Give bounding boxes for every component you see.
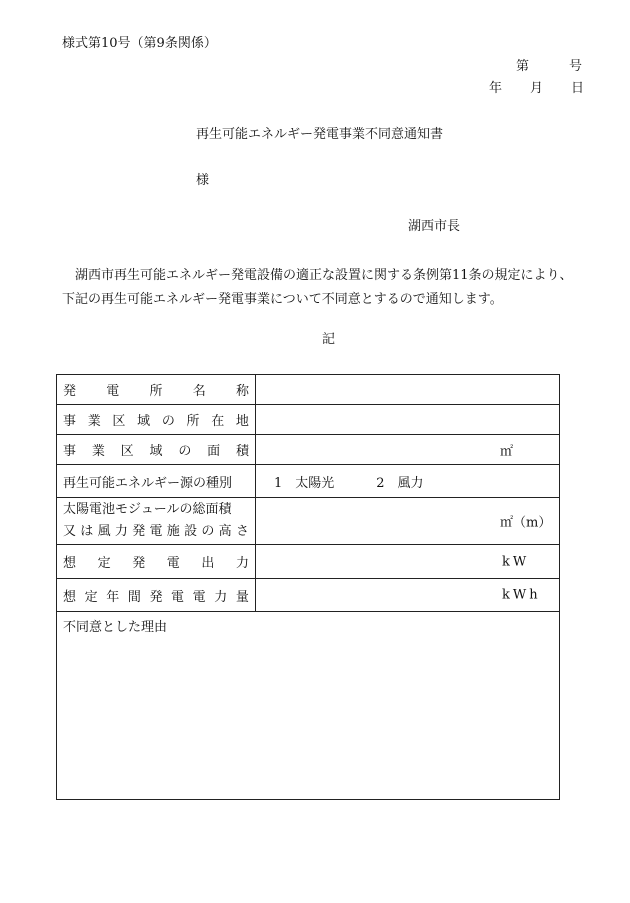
- output-unit: kW: [502, 554, 530, 569]
- table-row: [57, 612, 560, 800]
- module-area-unit: ㎡（m）: [500, 515, 552, 531]
- document-number: [516, 60, 582, 73]
- body-line-1: 湖西市再生可能エネルギー発電設備の適正な設置に関する条例第11条の規定により、: [75, 268, 573, 283]
- module-label-line2: 又 は 風 力 発 電 施 設 の 高 さ: [63, 524, 249, 539]
- table-row: [57, 435, 560, 465]
- application-table: [56, 374, 560, 800]
- document-title: 再生可能エネルギー発電事業不同意通知書: [196, 127, 444, 142]
- energy-type-value: [256, 465, 560, 498]
- plant-name-value: [256, 375, 560, 405]
- area-value: [256, 435, 560, 465]
- reason-label: 不同意とした理由: [63, 620, 168, 635]
- table-row: [57, 498, 560, 545]
- area-unit: ㎡: [500, 444, 514, 459]
- row-label-area: 事 業 区 域 の 面 積: [57, 435, 256, 465]
- table-row: [57, 545, 560, 579]
- annual-generation-value: [256, 579, 560, 612]
- table-row: [57, 465, 560, 498]
- row-label-annual-generation: 想 定 年 間 発 電 電 力 量: [57, 579, 256, 612]
- table-row: [57, 405, 560, 435]
- module-area-value: [256, 498, 560, 545]
- addressee-line: 様: [196, 173, 210, 188]
- row-label-output: 想 定 発 電 出 力: [57, 545, 256, 579]
- location-value: [256, 405, 560, 435]
- annual-generation-unit: kWh: [502, 587, 541, 603]
- number-suffix: 号: [569, 59, 583, 74]
- date-day: 日: [571, 81, 585, 96]
- table-row: [57, 375, 560, 405]
- row-label-location: 事 業 区 域 の 所 在 地: [57, 405, 256, 435]
- date-year: 年: [489, 81, 503, 96]
- document-date: [489, 82, 584, 95]
- row-label-module-area-or-height: [57, 498, 256, 545]
- energy-option-wind: 2 風力: [376, 475, 424, 491]
- module-label-line1: 太陽電池モジュールの総面積: [63, 502, 232, 517]
- form-number: 様式第10号（第9条関係）: [62, 36, 217, 51]
- reason-box: [57, 612, 560, 800]
- body-line-2: 下記の再生可能エネルギー発電事業について不同意とするので通知します。: [62, 292, 503, 307]
- table-row: [57, 579, 560, 612]
- number-prefix: 第: [516, 59, 530, 74]
- output-value: [256, 545, 560, 579]
- ki-heading: 記: [322, 332, 336, 347]
- body-paragraph: [62, 264, 573, 312]
- row-label-energy-type: 再生可能エネルギー源の種別: [57, 465, 256, 498]
- sender-name: 湖西市長: [408, 219, 461, 234]
- row-label-plant-name: 発 電 所 名 称: [57, 375, 256, 405]
- date-month: 月: [530, 81, 544, 96]
- energy-option-solar: 1 太陽光: [274, 475, 335, 491]
